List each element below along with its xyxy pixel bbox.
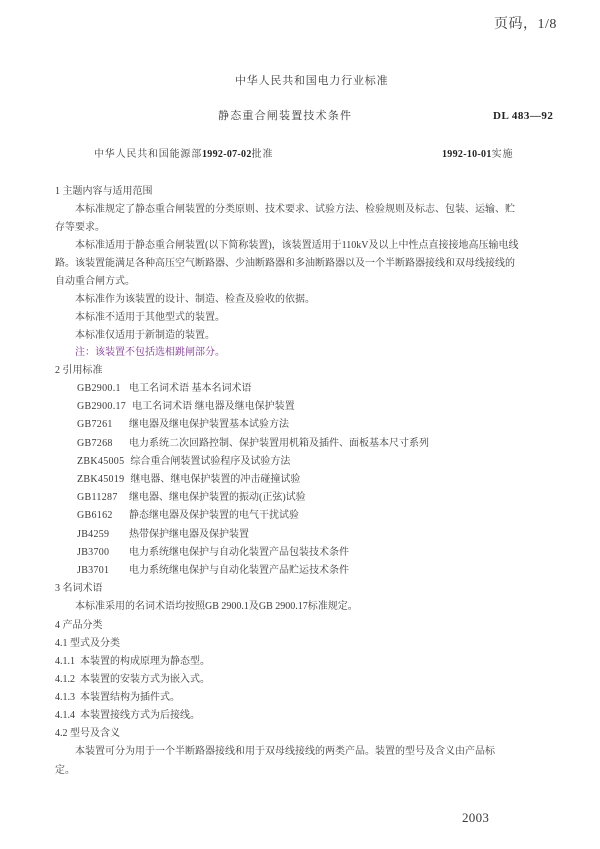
reference-title: 热带保护继电器及保护装置 [129,528,249,540]
reference-item [77,418,289,431]
clause-number: 4.1.4 [55,710,75,721]
body-line: 本标准作为该装置的设计、制造、检查及验收的依据。 [75,294,315,305]
reference-title: 电工名词术语 基本名词术语 [129,383,252,394]
footer-text: 2003 [462,810,490,825]
reference-item [77,455,290,468]
reference-item [77,564,349,577]
org-title: 中华人民共和国电力行业标准 [235,75,389,87]
doc-number: DL 483—92 [493,110,554,122]
approval-prefix: 中华人民共和国能源部 [94,149,202,160]
section2-heading: 2 引用标准 [55,365,103,376]
reference-title: 电工名词术语 继电器及继电保护装置 [132,401,295,413]
body-line: 本标准不适用于其他型式的装置。 [75,312,225,323]
reference-title: 继电器、继电保护装置的振动(正弦)试验 [129,492,306,504]
reference-item [77,400,295,413]
doc-title: 静态重合闸装置技术条件 [218,110,353,122]
subsection-4-2: 4.2 型号及含义 [55,728,120,739]
reference-title: 电力系统继电保护与自动化装置产品贮运技术条件 [129,565,349,576]
reference-title: 电力系统继电保护与自动化装置产品包装技术条件 [129,546,349,558]
reference-item [77,382,252,395]
reference-title: 电力系统二次回路控制、保护装置用机箱及插件、面板基本尺寸系列 [129,437,429,449]
reference-title: 综合重合闸装置试验程序及试验方法 [130,455,291,467]
body-line: 本标准采用的名词术语均按照GB 2900.1及GB 2900.17标准规定。 [75,601,358,612]
clause-number: 4.1.2 [55,674,75,685]
approval-line [94,148,273,161]
reference-code: GB11287 [77,492,118,504]
body-line: 自动重合闸方式。 [55,276,135,287]
reference-code: ZBK45019 [77,474,125,485]
page-number: 页码，1/8 [494,17,557,32]
reference-code: GB7261 [77,419,113,431]
reference-item [77,491,306,504]
reference-item [77,437,429,450]
reference-code: GB2900.17 [77,401,127,413]
note-line: 注：该装置不包括选相跳闸部分。 [75,347,225,358]
section4-heading: 4 产品分类 [55,620,103,631]
reference-title: 静态继电器及保护装置的电气干扰试验 [129,510,299,522]
clause-number: 4.1.1 [55,656,75,667]
clause-text: 本装置接线方式为后接线。 [80,710,200,721]
clause-item [55,709,200,722]
reference-code: JB3701 [77,565,110,576]
reference-title: 继电器及继电保护装置基本试验方法 [129,419,289,431]
reference-code: GB2900.1 [77,383,121,394]
approval-date: 1992-07-02 [202,149,252,160]
body-line: 本标准仅适用于新制造的装置。 [75,330,215,341]
body-line: 定。 [55,765,75,776]
clause-item [55,691,180,704]
reference-code: ZBK45005 [77,455,125,467]
reference-item [77,509,299,522]
clause-item [55,655,210,668]
clause-item [55,673,210,686]
body-line: 本标准规定了静态重合闸装置的分类原则、技术要求、试验方法、检验规则及标志、包装、运输、贮 [75,204,515,215]
body-line: 存等要求。 [55,222,105,233]
reference-code: JB4259 [77,528,110,540]
section3-heading: 3 名词术语 [55,583,103,594]
reference-code: JB3700 [77,546,110,558]
clause-number: 4.1.3 [55,692,75,703]
subsection-4-1: 4.1 型式及分类 [55,638,120,649]
clause-text: 本装置的构成原理为静态型。 [80,656,210,667]
effective-suffix: 实施 [491,149,514,160]
reference-item [77,546,349,559]
reference-item [77,528,249,541]
effective-line [442,148,513,161]
reference-code: GB6162 [77,510,113,522]
approval-suffix: 批准 [251,149,274,160]
reference-item [77,473,300,486]
body-line: 本标准适用于静态重合闸装置(以下简称装置)，该装置适用于110kV及以上中性点直接接地高压输电线 [75,240,519,251]
reference-title: 继电器、继电保护装置的冲击碰撞试验 [130,474,301,485]
body-line: 本装置可分为用于一个半断路器接线和用于双母线接线的两类产品。装置的型号及含义由产品标 [75,746,495,757]
clause-text: 本装置的安装方式为嵌入式。 [80,674,210,685]
clause-text: 本装置结构为插件式。 [80,692,180,703]
section1-heading: 1 主题内容与适用范围 [55,186,153,197]
effective-date: 1992-10-01 [442,149,492,160]
reference-code: GB7268 [77,437,113,449]
body-line: 路。该装置能满足各种高压空气断路器、少油断路器和多油断路器以及一个半断路器接线和双母线接线的 [55,258,515,269]
